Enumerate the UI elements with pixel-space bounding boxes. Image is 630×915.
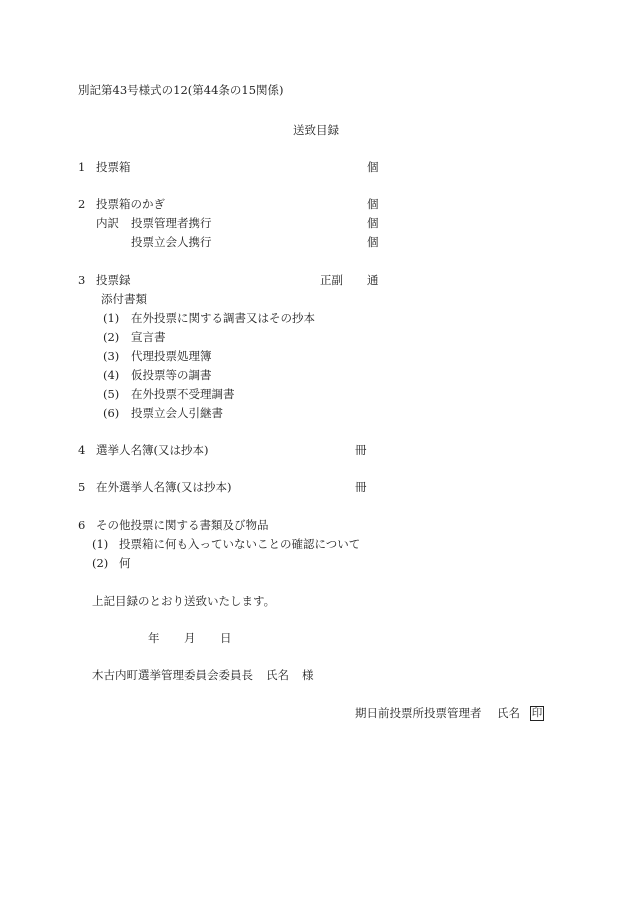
addressee-name-label: 氏名: [266, 668, 289, 682]
item-unit: 個: [367, 197, 379, 211]
attachment-label: 在外投票に関する調書又はその抄本: [131, 311, 315, 325]
date-day-label: 日: [220, 631, 232, 645]
sub-item-label: 投票管理者携行: [131, 216, 212, 230]
attachment-label: 在外投票不受理調書: [131, 387, 235, 401]
item-number: 1: [78, 160, 86, 174]
sub-item-label: 投票立会人携行: [131, 235, 212, 249]
item-label: 投票箱のかぎ: [96, 197, 165, 211]
attachment-label: 宣言書: [131, 330, 166, 344]
attachment-number: (4): [103, 368, 120, 382]
item-unit: 冊: [355, 443, 367, 457]
item-unit: 個: [367, 160, 379, 174]
item-number: 5: [78, 480, 86, 494]
addressee-office: 木古内町選挙管理委員会委員長: [92, 668, 253, 682]
attachment-label: 代理投票処理簿: [131, 349, 212, 363]
attachment-number: (1): [103, 311, 120, 325]
item-unit: 通: [367, 273, 379, 287]
addressee-honorific: 様: [302, 668, 314, 682]
sub-item-unit: 個: [367, 216, 379, 230]
item-number: 4: [78, 443, 86, 457]
attached-documents-label: 添付書類: [101, 292, 147, 306]
form-reference: 別記第43号様式の12(第44条の15関係): [78, 83, 284, 97]
breakdown-label: 内訳: [96, 216, 119, 230]
item-number: 3: [78, 273, 86, 287]
attachment-number: (2): [103, 330, 120, 344]
sub-item-label: 投票箱に何も入っていないことの確認について: [119, 537, 361, 551]
item-number: 2: [78, 197, 86, 211]
item-label: 在外選挙人名簿(又は抄本): [96, 480, 232, 494]
date-month-label: 月: [184, 631, 196, 645]
item-label: 選挙人名簿(又は抄本): [96, 443, 209, 457]
item-label: 投票箱: [96, 160, 131, 174]
sub-item-number: (2): [92, 556, 109, 570]
copies-label: 正副: [320, 273, 343, 287]
date-year-label: 年: [148, 631, 160, 645]
sender-name-label: 氏名: [497, 706, 520, 720]
sub-item-label: 何: [119, 556, 131, 570]
sub-item-unit: 個: [367, 235, 379, 249]
item-number: 6: [78, 518, 86, 532]
attachment-label: 投票立会人引継書: [131, 406, 223, 420]
statement: 上記目録のとおり送致いたします。: [92, 594, 276, 608]
attachment-label: 仮投票等の調書: [131, 368, 212, 382]
sender-office: 期日前投票所投票管理者: [355, 706, 482, 720]
attachment-number: (6): [103, 406, 120, 420]
item-label: その他投票に関する書類及び物品: [96, 518, 269, 532]
seal-box: 印: [531, 707, 543, 719]
attachment-number: (5): [103, 387, 120, 401]
attachment-number: (3): [103, 349, 120, 363]
sub-item-number: (1): [92, 537, 109, 551]
document-title: 送致目録: [293, 123, 339, 137]
seal-mark: [530, 706, 544, 721]
item-label: 投票録: [96, 273, 131, 287]
item-unit: 冊: [355, 480, 367, 494]
